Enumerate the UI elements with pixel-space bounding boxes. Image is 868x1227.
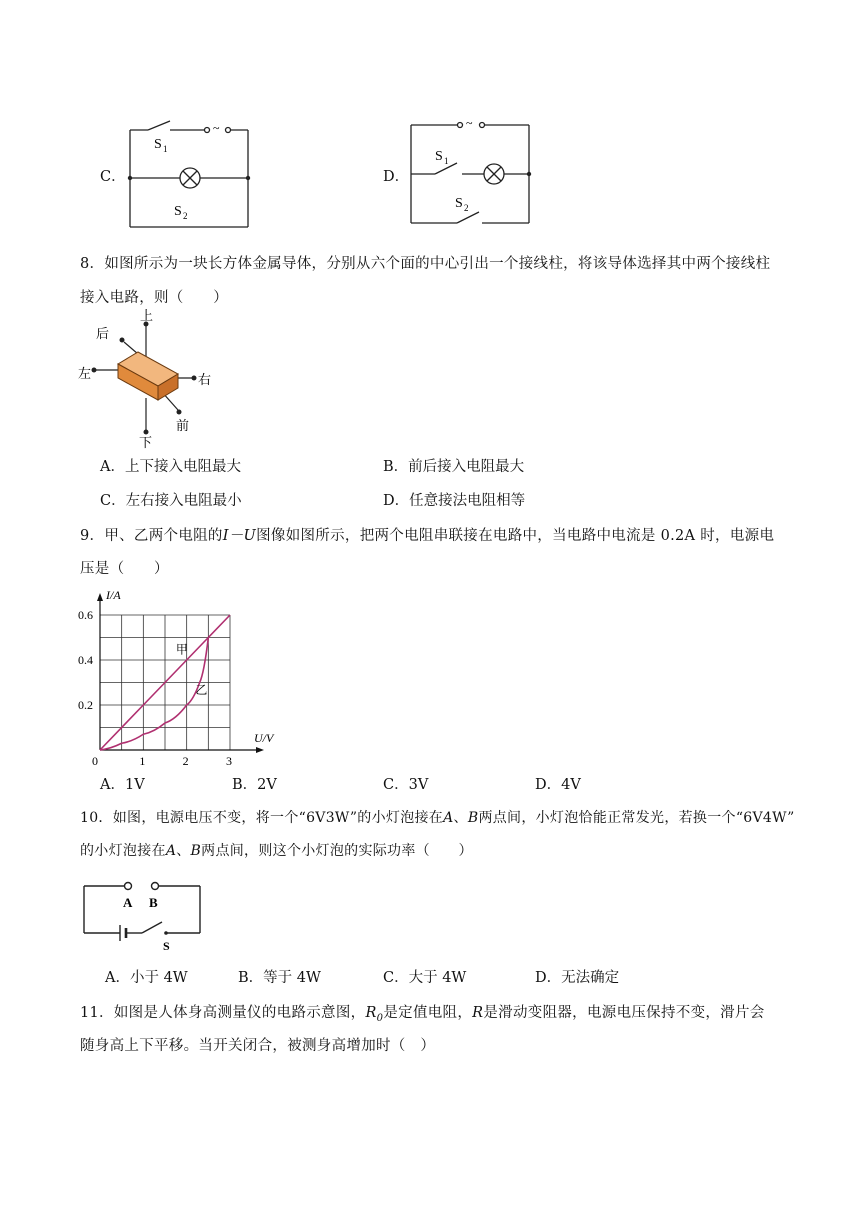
x-axis-arrow <box>256 747 264 753</box>
q10-stem-part3: 的小灯泡接在 <box>80 843 166 859</box>
q8-stem-line2: 接入电路，则（ ） <box>80 290 228 306</box>
q8-label-right: 右 <box>198 372 212 387</box>
q7c-s2-label: S <box>174 204 182 219</box>
x-tick-label: 1 <box>139 754 146 768</box>
q8-label-front: 前 <box>176 418 190 433</box>
q8-option-a[interactable]: A．上下接入电阻最大 <box>100 459 241 475</box>
q7d-source-label: ~ <box>466 116 473 130</box>
q9-stem-pre: 9．甲、乙两个电阻的 <box>80 528 223 544</box>
q7-circuit-c <box>124 120 264 230</box>
q8-label-left: 左 <box>78 366 92 381</box>
q10-separator-2: 、 <box>176 843 191 859</box>
q7-circuit-d <box>405 115 545 225</box>
q9-stem-line2: 压是（ ） <box>80 561 169 577</box>
q10-option-b[interactable]: B．等于 4W <box>238 970 321 986</box>
y-axis-label: I/A <box>106 588 121 602</box>
q9-option-c[interactable]: C．3V <box>383 777 429 793</box>
q11-r-symbol: R <box>472 1005 484 1021</box>
q7d-s2-sub: 2 <box>464 203 469 213</box>
q7-option-d-label: D． <box>383 169 410 185</box>
x-axis-label: U/V <box>254 731 274 745</box>
q10-stem-line2 <box>80 840 473 860</box>
q10-stem-part2: 两点间，小灯泡恰能正常发光，若换一个“6V4W” <box>478 810 795 826</box>
q11-r0-symbol: R <box>365 1005 377 1021</box>
q7-option-c-label: C． <box>100 169 126 185</box>
q10-fig-label-b: B <box>149 895 158 910</box>
q10-separator: 、 <box>453 810 468 826</box>
q10-point-a-2: A <box>165 843 177 859</box>
series-label-yi: 乙 <box>195 682 208 697</box>
q10-option-c[interactable]: C．大于 4W <box>383 970 467 986</box>
q9-stem-math: I－U <box>222 528 257 544</box>
q7c-s1-label: S <box>154 137 162 152</box>
q7d-s1-label: S <box>435 149 443 164</box>
q9-stem-post: 图像如图所示，把两个电阻串联接在电路中，当电路中电流是 0.2A 时，电源电 <box>256 528 775 544</box>
q10-point-b-2: B <box>190 843 202 859</box>
q7d-s2-label: S <box>455 196 463 211</box>
x-tick-label: 2 <box>182 754 189 768</box>
q9-iu-chart <box>78 585 278 768</box>
q10-circuit-figure <box>80 878 220 953</box>
q8-label-back: 后 <box>96 326 110 341</box>
q10-stem-line1 <box>80 807 795 827</box>
q10-stem-part4: 两点间，则这个小灯泡的实际功率（ ） <box>201 843 473 859</box>
q8-label-top: 上 <box>140 308 154 323</box>
series-label-jia: 甲 <box>175 642 188 657</box>
q8-option-d[interactable]: D．任意接法电阻相等 <box>383 493 526 509</box>
y-axis-arrow <box>97 593 103 601</box>
y-tick-label: 0.2 <box>78 698 93 712</box>
q11-stem-part2: 是定值电阻， <box>383 1005 473 1021</box>
q8-option-b[interactable]: B．前后接入电阻最大 <box>383 459 525 475</box>
y-tick-label: 0.4 <box>78 653 93 667</box>
q10-option-a[interactable]: A．小于 4W <box>105 970 188 986</box>
q7c-source-label: ~ <box>213 121 220 135</box>
q7d-s1-sub: 1 <box>444 156 449 166</box>
q8-stem-line1: 8．如图所示为一块长方体金属导体，分别从六个面的中心引出一个接线柱，将该导体选择其中两个接线柱 <box>80 256 771 272</box>
q7c-s1-sub: 1 <box>163 144 168 154</box>
q9-stem-line1 <box>80 524 774 545</box>
q9-option-b[interactable]: B．2V <box>232 777 277 793</box>
q8-conductor-figure <box>78 308 218 448</box>
q7c-s2-sub: 2 <box>183 211 188 221</box>
x-tick-label: 3 <box>226 754 232 768</box>
q10-point-b: B <box>467 810 479 826</box>
q10-fig-label-s: S <box>163 939 170 953</box>
q8-option-c[interactable]: C．左右接入电阻最小 <box>100 493 242 509</box>
q11-stem-line1 <box>80 1001 765 1024</box>
x-tick-label: 0 <box>92 754 98 768</box>
q11-stem-line2: 随身高上下平移。当开关闭合，被测身高增加时（ ） <box>80 1038 436 1054</box>
q10-option-d[interactable]: D．无法确定 <box>535 970 620 986</box>
q11-stem-part3: 是滑动变阻器，电源电压保持不变，滑片会 <box>483 1005 765 1021</box>
q10-stem-part1: 10．如图，电源电压不变，将一个“6V3W”的小灯泡接在 <box>80 810 444 826</box>
q10-point-a: A <box>443 810 454 826</box>
q11-stem-part1: 11．如图是人体身高测量仪的电路示意图， <box>80 1005 366 1021</box>
q11-r0-subscript: 0 <box>376 1012 384 1024</box>
q8-label-bottom: 下 <box>139 435 153 450</box>
q10-fig-label-a: A <box>123 895 133 910</box>
q9-option-d[interactable]: D．4V <box>535 777 581 793</box>
y-tick-label: 0.6 <box>78 608 93 622</box>
q9-option-a[interactable]: A．1V <box>100 777 145 793</box>
